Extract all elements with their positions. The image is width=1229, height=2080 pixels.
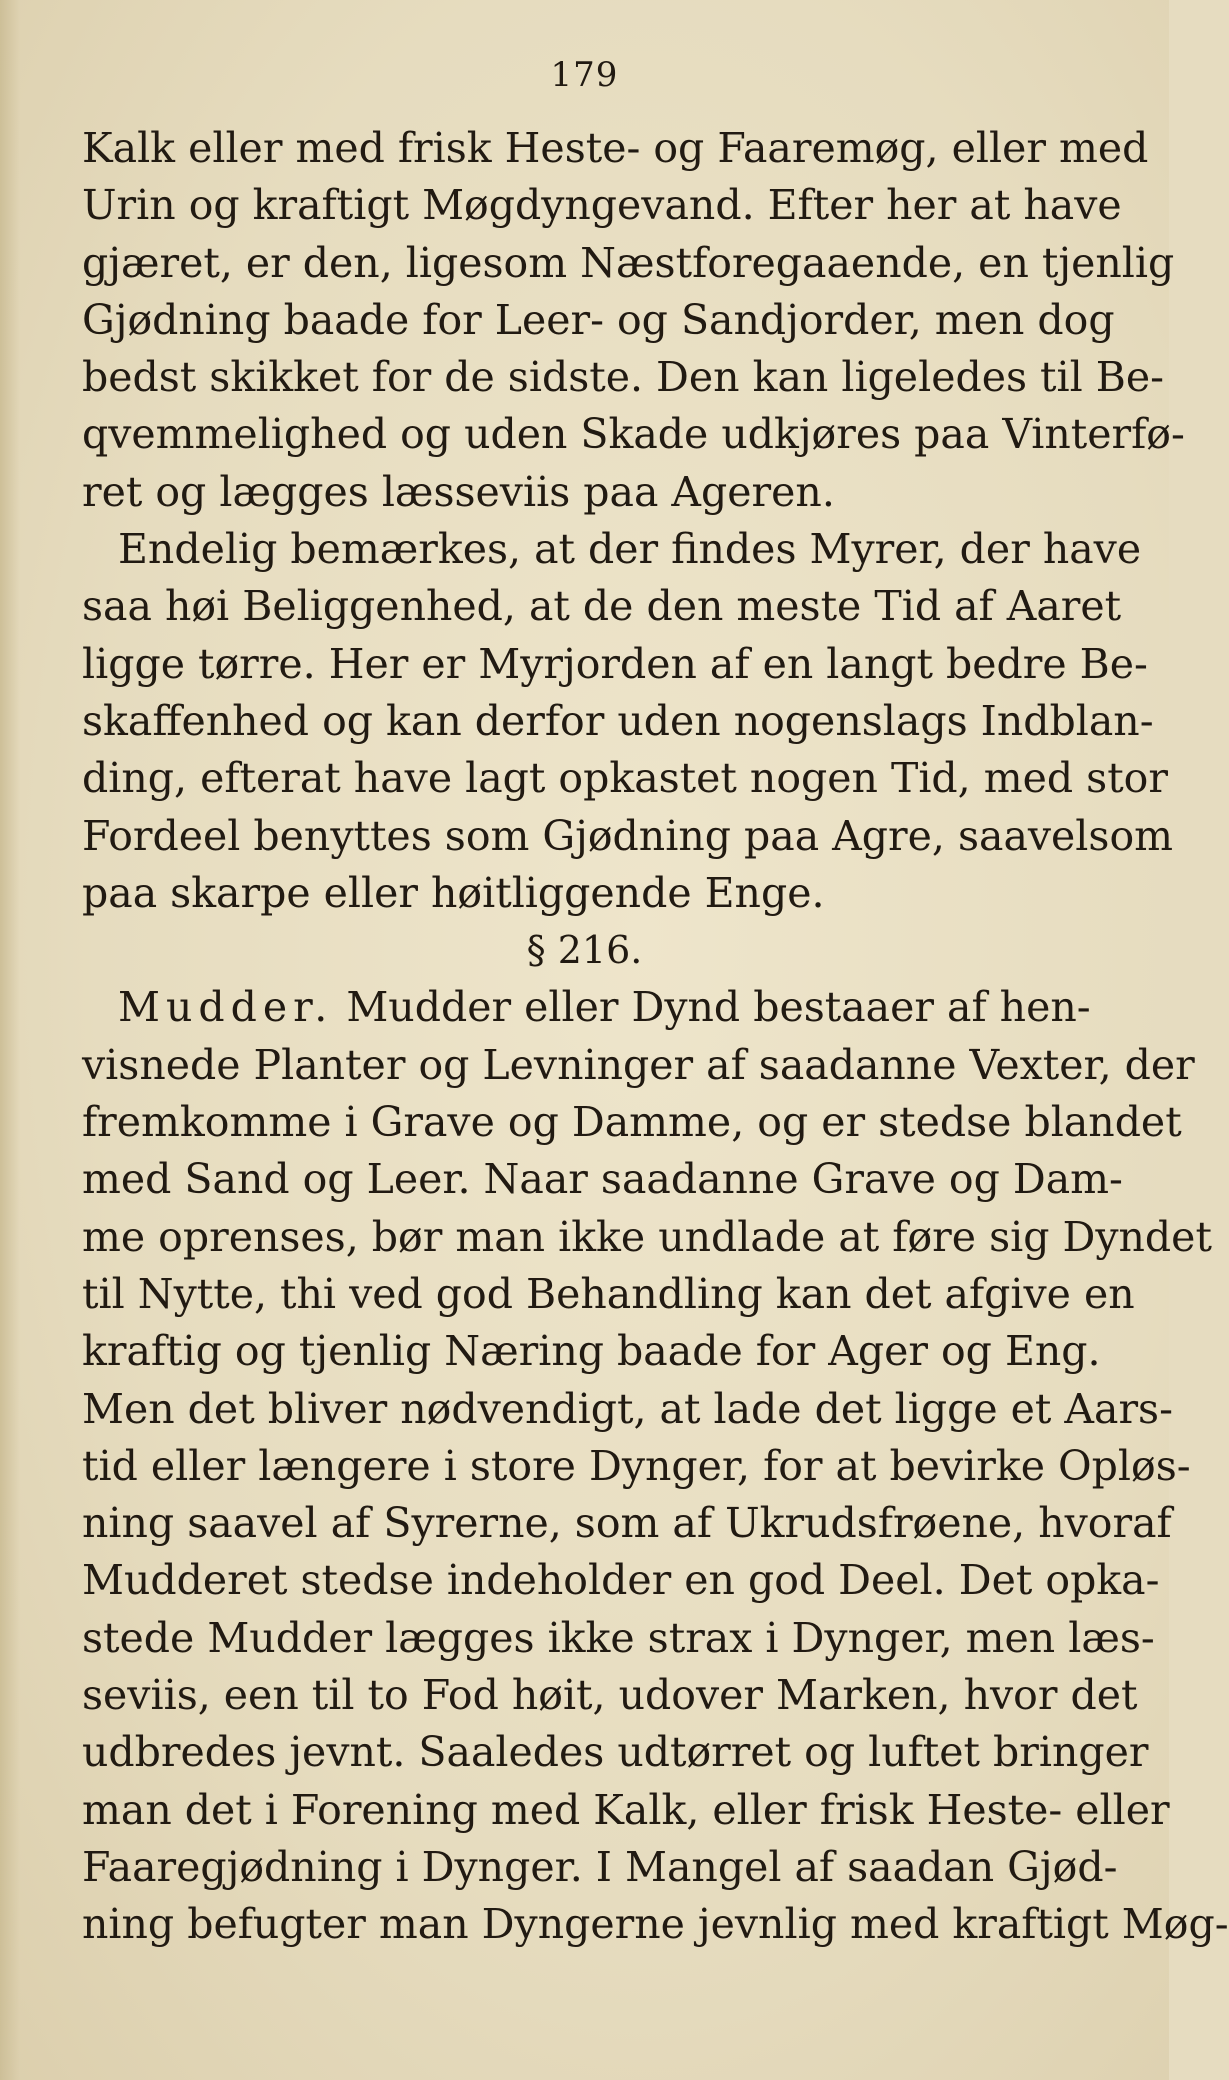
text-line bbox=[82, 979, 1091, 1036]
text-line: paa skarpe eller høitliggende Enge. bbox=[82, 868, 825, 917]
text-line: med Sand og Leer. Naar saadanne Grave og Dam- bbox=[82, 1155, 1123, 1204]
text-line: ning befugter man Dyngerne jevnlig med kraftigt Møg- bbox=[82, 1900, 1229, 1949]
text-line: Fordeel benyttes som Gjødning paa Agre, saavelsom bbox=[82, 811, 1174, 860]
text-line: saa høi Beliggenhed, at de den meste Tid af Aaret bbox=[82, 582, 1122, 631]
text-line: kraftig og tjenlig Næring baade for Ager og Eng. bbox=[82, 1327, 1101, 1376]
text-line: Faaregjødning i Dynger. I Mangel af saadan Gjød- bbox=[82, 1842, 1118, 1891]
section-paragraph bbox=[82, 979, 1229, 1953]
section-heading: § 216. bbox=[526, 928, 643, 973]
text-line: tid eller længere i store Dynger, for at bevirke Opløs- bbox=[82, 1441, 1191, 1490]
text-line: udbredes jevnt. Saaledes udtørret og luftet bringer bbox=[82, 1728, 1149, 1777]
text-line: ret og lægges læsseviis paa Ageren. bbox=[82, 467, 835, 516]
text-line: fremkomme i Grave og Damme, og er stedse blandet bbox=[82, 1098, 1182, 1147]
text-line: visnede Planter og Levninger af saadanne Vexter, der bbox=[82, 1040, 1195, 1089]
body-text bbox=[82, 120, 1229, 1954]
page-number: 179 bbox=[550, 55, 619, 95]
text-line: Mudderet stedse indeholder en god Deel. Det opka- bbox=[82, 1556, 1160, 1605]
text-line: ding, efterat have lagt opkastet nogen Tid, med stor bbox=[82, 754, 1168, 803]
section-lead-word: Mudder. bbox=[118, 983, 334, 1032]
text-line: seviis, een til to Fod høit, udover Marken, hvor det bbox=[82, 1671, 1138, 1720]
section-first-line-text: Mudder eller Dynd bestaaer af hen- bbox=[346, 983, 1091, 1032]
text-line: Endelig bemærkes, at der findes Myrer, der have bbox=[118, 525, 1142, 574]
text-line: qvemmelighed og uden Skade udkjøres paa Vinterfø- bbox=[82, 410, 1185, 459]
text-line: ning saavel af Syrerne, som af Ukrudsfrøene, hvoraf bbox=[82, 1499, 1172, 1548]
text-line: Men det bliver nødvendigt, at lade det ligge et Aars- bbox=[82, 1384, 1173, 1433]
paragraph-2 bbox=[82, 521, 1174, 922]
text-line: stede Mudder lægges ikke strax i Dynger, men læs- bbox=[82, 1613, 1155, 1662]
text-line: man det i Forening med Kalk, eller frisk Heste- eller bbox=[82, 1785, 1170, 1834]
text-line: til Nytte, thi ved god Behandling kan det afgive en bbox=[82, 1269, 1135, 1318]
page-binding-edge bbox=[0, 0, 20, 2080]
text-line: me oprenses, bør man ikke undlade at føre sig Dyndet bbox=[82, 1212, 1212, 1261]
text-line: gjæret, er den, ligesom Næstforegaaende, en tjenlig bbox=[82, 238, 1175, 287]
text-line: Gjødning baade for Leer- og Sandjorder, men dog bbox=[82, 295, 1115, 344]
text-line: Urin og kraftigt Møgdyngevand. Efter her at have bbox=[82, 181, 1122, 230]
text-line: Kalk eller med frisk Heste- og Faaremøg, eller med bbox=[82, 124, 1149, 172]
text-line: ligge tørre. Her er Myrjorden af en langt bedre Be- bbox=[82, 639, 1148, 688]
text-line: skaffenhed og kan derfor uden nogenslags Indblan- bbox=[82, 696, 1154, 745]
paragraph-1 bbox=[82, 120, 1185, 521]
text-line: bedst skikket for de sidste. Den kan ligeledes til Be- bbox=[82, 353, 1165, 402]
